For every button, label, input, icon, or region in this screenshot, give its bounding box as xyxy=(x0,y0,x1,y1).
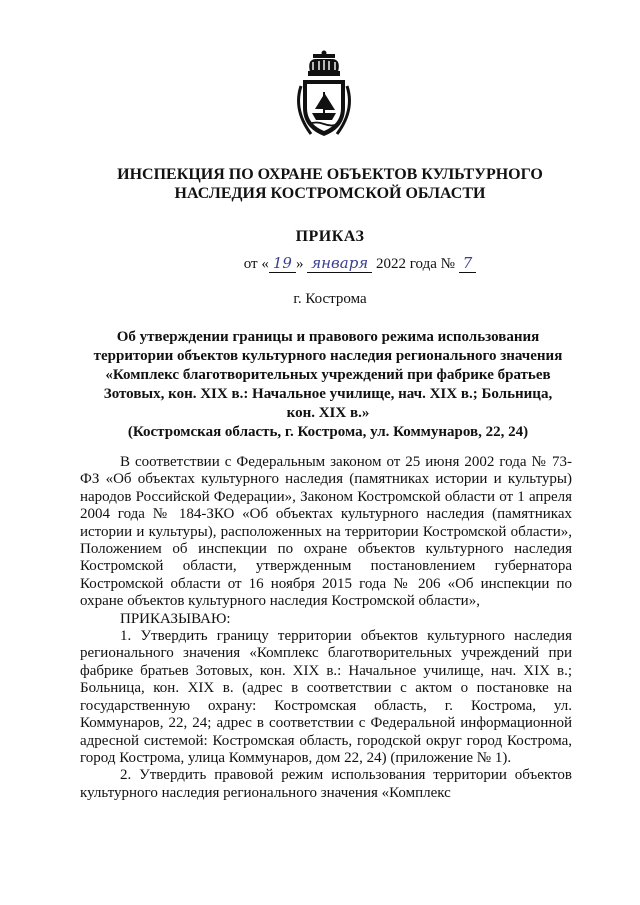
dateline-year: 2022 года № xyxy=(375,256,455,272)
subject-line: «Комплекс благотворительных учреждений при фабрике братьев xyxy=(105,367,551,383)
subject-line: кон. XIX в.» xyxy=(286,405,370,421)
kostroma-coat-of-arms-icon xyxy=(293,50,355,140)
body-paragraph: В соответствии с Федеральным законом от 25 июня 2002 года № 73-ФЗ «Об объектах культурного наследия (памятниках истории и культуры) народов Российской Федерации», Законом Костромской области от 1 апреля 2004 года № 184-ЗКО «Об объектах культурного наследия (памятниках истории и культуры), расположенных на территории Костромской области», Положением об инспекции по охране объектов культурного наследия Костромской области, утвержденным постановлением губернатора Костромской области от 16 ноября 2015 года № 206 «Об инспекции по охране объектов культурного наследия Костромской области», xyxy=(80,454,572,610)
body-paragraph: 2. Утвердить правовой режим использования территории объектов культурного наследия регионального значения «Комплекс xyxy=(80,767,572,801)
city-name: г. Кострома xyxy=(293,291,367,307)
document-type: ПРИКАЗ xyxy=(295,228,365,245)
organization-name xyxy=(40,165,620,203)
subject-line: Зотовых, кон. XIX в.: Начальное училище, нач. XIX в.; Больница, xyxy=(103,386,553,402)
document-body xyxy=(80,454,572,802)
dateline-mid: » xyxy=(295,256,304,272)
organization-line-1: ИНСПЕКЦИЯ ПО ОХРАНЕ ОБЪЕКТОВ КУЛЬТУРНОГО xyxy=(117,166,543,183)
subject-line: Об утверждении границы и правового режима использования xyxy=(116,329,540,345)
handwritten-day: 19 xyxy=(269,254,296,273)
order-command: ПРИКАЗЫВАЮ: xyxy=(120,610,231,627)
order-subject xyxy=(78,328,578,442)
organization-line-2: НАСЛЕДИЯ КОСТРОМСКОЙ ОБЛАСТИ xyxy=(174,185,486,202)
subject-line: (Костромская область, г. Кострома, ул. Коммунаров, 22, 24) xyxy=(127,424,529,440)
body-paragraph: 1. Утвердить границу территории объектов культурного наследия регионального значения «Комплекс благотворительных учреждений при фабрике братьев Зотовых, кон. XIX в.: Начальное училище, нач. XIX в.; Больница, кон. XIX в. (адрес в соответствии с актом о постановке на государственную охрану: Костромская область, г. Кострома, ул. Коммунаров, 22, 24; адрес в соответствии с Федеральной информационной адресной системой: Костромская область, городской округ город Кострома, город Кострома, улица Коммунаров, дом 22, 24) (приложение № 1). xyxy=(80,628,572,766)
handwritten-month: января xyxy=(307,254,372,273)
order-dateline xyxy=(160,254,560,273)
handwritten-number: 7 xyxy=(459,254,477,273)
subject-line: территории объектов культурного наследия регионального значения xyxy=(93,348,563,364)
dateline-prefix: от « xyxy=(243,256,269,272)
